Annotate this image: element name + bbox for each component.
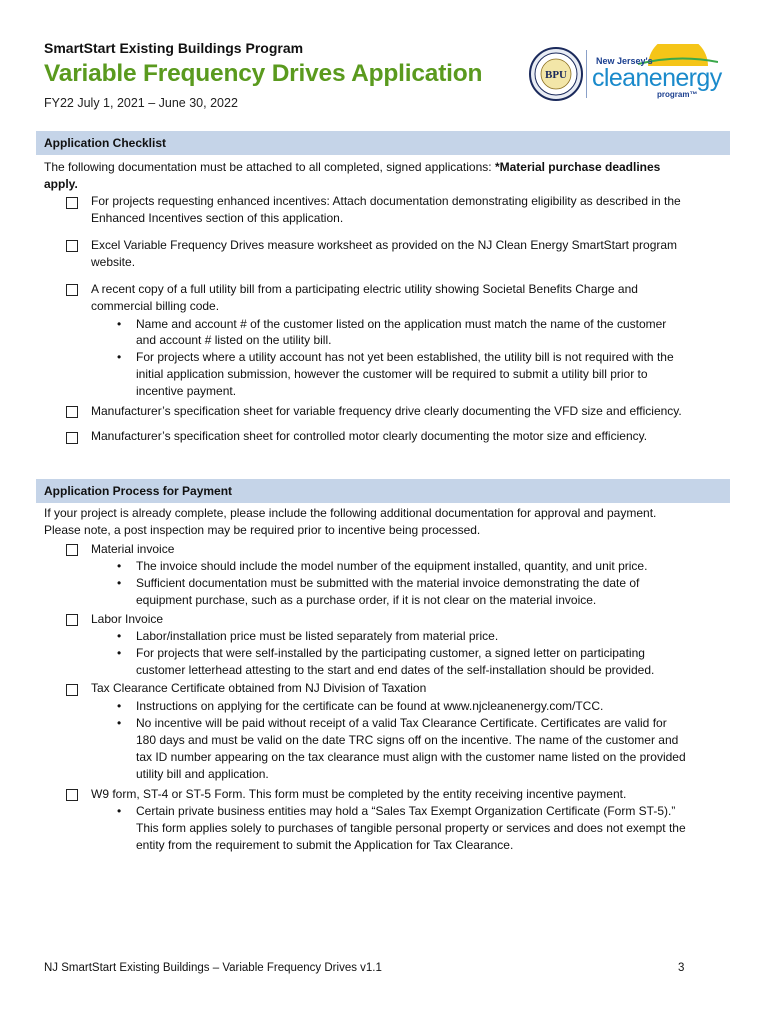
bullet-icon: • (117, 804, 122, 818)
checklist-item-text: For projects requesting enhanced incentives: Attach documentation demonstrating eligibility as described in the (91, 194, 681, 208)
header-logos (528, 44, 728, 104)
checklist-intro-deadline: *Material purchase deadlines (494, 160, 661, 174)
section-header-checklist (36, 131, 730, 155)
process-item-label: Material invoice (91, 542, 175, 556)
bullet-icon: • (117, 317, 122, 331)
checkbox-labor-invoice[interactable] (66, 614, 78, 626)
checkbox-vfd-worksheet[interactable] (66, 240, 78, 252)
checklist-item-text: Excel Variable Frequency Drives measure worksheet as provided on the NJ Clean Energy SmartStart program (91, 238, 678, 252)
bullet-text: incentive payment. (136, 384, 237, 398)
logo-divider (586, 50, 587, 98)
logo-cleanenergy: cleanenergy (592, 64, 722, 92)
bullet-icon: • (117, 716, 122, 730)
checkbox-material-invoice[interactable] (66, 544, 78, 556)
process-intro: If your project is already complete, please include the following additional documentation for approval and payment. (44, 506, 657, 520)
bullet-text: entity from the requirement to submit the Application for Tax Clearance. (136, 838, 514, 852)
checkbox-vfd-spec-sheet[interactable] (66, 406, 78, 418)
checkbox-enhanced-incentives[interactable] (66, 197, 78, 209)
checkbox-w9-form[interactable] (66, 789, 78, 801)
bullet-text: and account # listed on the utility bill. (136, 333, 332, 347)
bullet-text: For projects that were self-installed by the participating customer, a signed letter on participating (136, 646, 645, 660)
bullet-text: 180 days and must be valid on the date TRC signs off on the incentive. The name of the customer and (136, 733, 679, 747)
checklist-intro (44, 159, 660, 176)
bullet-text: No incentive will be paid without receipt of a valid Tax Clearance Certificate. Certificates are valid for (136, 716, 667, 730)
logo-new-jerseys: New Jersey's (596, 56, 653, 66)
checkbox-utility-bill[interactable] (66, 284, 78, 296)
checklist-intro-text: The following documentation must be attached to all completed, signed applications: (44, 160, 495, 174)
program-name: SmartStart Existing Buildings Program (44, 40, 304, 56)
bullet-text: customer letterhead attesting to the start and end dates of the self-installation should be provided. (136, 663, 655, 677)
logo-program: program™ (657, 90, 698, 99)
bullet-text: tax ID number appearing on the tax clearance must align with the customer name listed on the provided (136, 750, 686, 764)
bullet-icon: • (117, 559, 122, 573)
checklist-item-text: Manufacturer’s specification sheet for controlled motor clearly documenting the motor size and efficiency. (91, 429, 648, 443)
checkbox-tax-clearance[interactable] (66, 684, 78, 696)
checklist-item-text: Enhanced Incentives section of this application. (91, 211, 344, 225)
section-title: Application Process for Payment (44, 484, 233, 498)
checkbox-motor-spec-sheet[interactable] (66, 432, 78, 444)
checklist-item-text: A recent copy of a full utility bill from a participating electric utility showing Societal Benefits Charge and (91, 282, 638, 296)
bullet-icon: • (117, 350, 122, 364)
checklist-item-text: Manufacturer’s specification sheet for variable frequency drive clearly documenting the VFD size and efficiency. (91, 404, 682, 418)
bpu-seal-text: BPU (545, 69, 567, 81)
bullet-icon: • (117, 646, 122, 660)
footer-document-name: NJ SmartStart Existing Buildings – Variable Frequency Drives v1.1 (44, 962, 382, 974)
bullet-text: Name and account # of the customer listed on the application must match the name of the customer (136, 317, 667, 331)
bullet-text: Labor/installation price must be listed separately from material price. (136, 629, 499, 643)
process-item-label: Labor Invoice (91, 612, 164, 626)
bullet-text: equipment purchase, such as a purchase order, if it is not clear on the material invoice. (136, 593, 597, 607)
page-number: 3 (678, 962, 685, 974)
section-header-payment-process (36, 479, 730, 503)
bullet-text: The invoice should include the model number of the equipment installed, quantity, and unit price. (136, 559, 648, 573)
process-intro: Please note, a post inspection may be required prior to incentive being processed. (44, 523, 481, 537)
bullet-icon: • (117, 699, 122, 713)
process-item-label: W9 form, ST-4 or ST-5 Form. This form must be completed by the entity receiving incentive payment. (91, 787, 627, 801)
page-title: Variable Frequency Drives Application (44, 60, 483, 87)
checklist-intro-apply: apply. (44, 177, 78, 191)
bullet-text: This form applies solely to purchases of tangible personal property or services and does not exempt the (136, 821, 686, 835)
bullet-text: For projects where a utility account has not yet been established, the utility bill is not required with the (136, 350, 674, 364)
process-item-label: Tax Clearance Certificate obtained from NJ Division of Taxation (91, 681, 427, 695)
bpu-seal-icon (528, 44, 588, 104)
bullet-text: utility bill and application. (136, 767, 269, 781)
bullet-text: initial application submission, however the customer will be required to submit a utility bill prior to (136, 367, 648, 381)
checklist-item-text: commercial billing code. (91, 299, 220, 313)
bullet-text: Certain private business entities may hold a “Sales Tax Exempt Organization Certificate (Form ST-5).” (136, 804, 676, 818)
section-title: Application Checklist (44, 136, 167, 150)
bullet-text: Sufficient documentation must be submitted with the material invoice demonstrating the date of (136, 576, 640, 590)
checklist-item-text: website. (91, 255, 136, 269)
bullet-text: Instructions on applying for the certificate can be found at www.njcleanenergy.com/TCC. (136, 699, 604, 713)
bullet-icon: • (117, 576, 122, 590)
bullet-icon: • (117, 629, 122, 643)
fiscal-year: FY22 July 1, 2021 – June 30, 2022 (44, 96, 238, 110)
